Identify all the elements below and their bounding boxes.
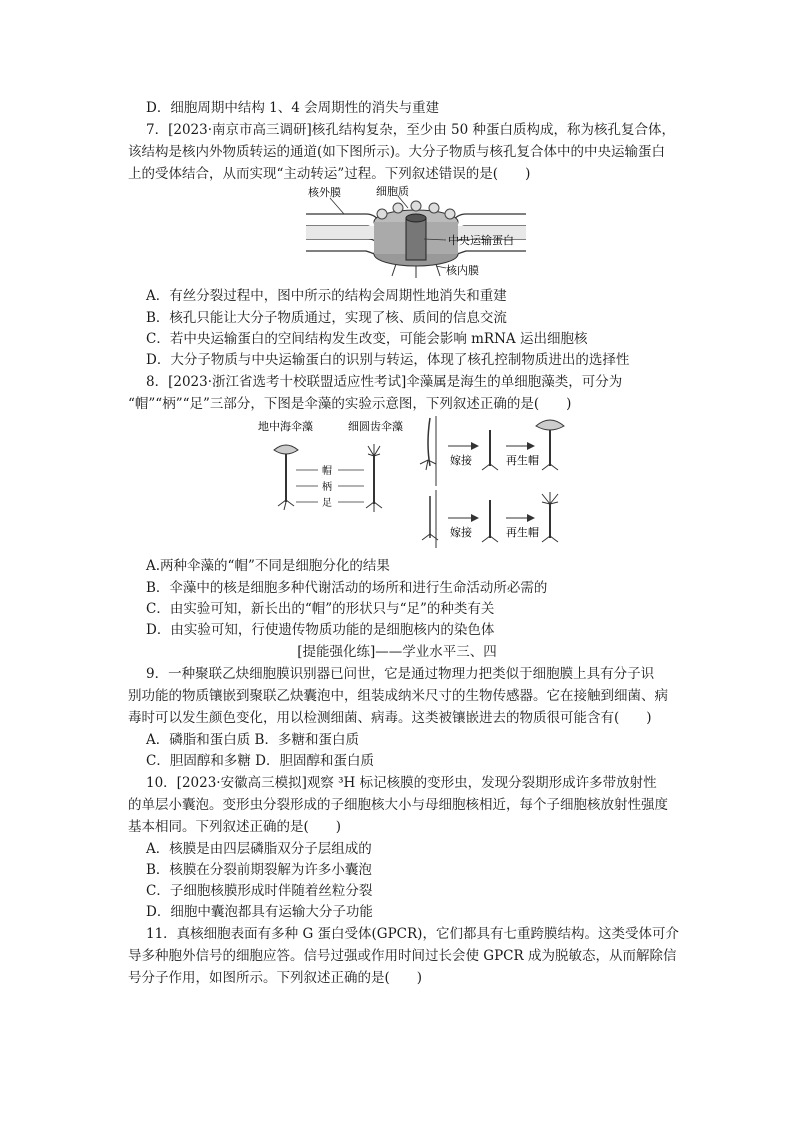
q11-stem-line2: 导多种胞外信号的细胞应答。信号过强或作用时间过长会使 GPCR 成为脱敏态，从而解除信 bbox=[128, 948, 677, 964]
label-regen-bottom: 再生帽 bbox=[506, 526, 539, 539]
q9-options-cd: C．胆固醇和多糖 D．胆固醇和蛋白质 bbox=[146, 753, 374, 769]
q11-stem-line3: 号分子作用，如图所示。下列叙述正确的是( ) bbox=[128, 970, 423, 986]
q7-option-d: D．大分子物质与中央运输蛋白的识别与转运，体现了核孔控制物质进出的选择性 bbox=[146, 352, 630, 368]
q9-stem-line1: 9．一种聚联乙炔细胞膜识别器已问世，它是通过物理力把类似于细胞膜上具有分子识 bbox=[146, 666, 655, 682]
q7-option-b: B．核孔只能让大分子物质通过，实现了核、质间的信息交流 bbox=[146, 310, 507, 326]
acetabularia-figure bbox=[256, 414, 586, 550]
q10-stem-line2: 的单层小囊泡。变形虫分裂形成的子细胞核大小与母细胞核相近，每个子细胞核放射性强度 bbox=[128, 797, 668, 813]
q11-stem-line1: 11．真核细胞表面有多种 G 蛋白受体(GPCR)，它们都具有七重跨膜结构。这类受体可介 bbox=[146, 926, 679, 942]
q10-option-d: D．细胞中囊泡都具有运输大分子功能 bbox=[146, 904, 373, 920]
q7-option-c: C．若中央运输蛋白的空间结构发生改变，可能会影响 mRNA 运出细胞核 bbox=[146, 331, 588, 347]
q7-stem-line1: 7．[2023·南京市高三调研]核孔结构复杂，至少由 50 种蛋白质构成，称为核孔复合体， bbox=[146, 122, 676, 138]
q8-option-b: B．伞藻中的核是细胞多种代谢活动的场所和进行生命活动所必需的 bbox=[146, 580, 548, 596]
q10-option-a: A．核膜是由四层磷脂双分子层组成的 bbox=[146, 841, 372, 857]
q8-option-d: D．由实验可知，行使遗传物质功能的是细胞核内的染色体 bbox=[146, 622, 495, 638]
q9-options-ab: A．磷脂和蛋白质 B．多糖和蛋白质 bbox=[146, 732, 359, 748]
label-regen-top: 再生帽 bbox=[506, 454, 539, 467]
q8-stem-line2: “帽”“柄”“足”三部分，下图是伞藻的实验示意图，下列叙述正确的是( ) bbox=[128, 396, 572, 412]
q7-option-a: A．有丝分裂过程中，图中所示的结构会周期性地消失和重建 bbox=[146, 288, 507, 304]
q10-option-c: C．子细胞核膜形成时伴随着丝粒分裂 bbox=[146, 883, 373, 899]
label-crenulata: 细圆齿伞藻 bbox=[348, 420, 403, 433]
label-cap: 帽 bbox=[322, 466, 332, 477]
label-inner-membrane: 核内膜 bbox=[446, 264, 479, 277]
q9-stem-line3: 毒时可以发生颜色变化，用以检测细菌、病毒。这类被镶嵌进去的物质很可能含有( ) bbox=[128, 710, 652, 726]
label-cytoplasm: 细胞质 bbox=[376, 185, 409, 198]
q9-stem-line2: 别功能的物质镶嵌到聚联乙炔囊泡中，组装成纳米尺寸的生物传感器。它在接触到细菌、病 bbox=[128, 688, 668, 704]
section-heading: [提能强化练]——学业水平三、四 bbox=[297, 644, 497, 660]
label-outer-membrane: 核外膜 bbox=[308, 186, 341, 199]
label-foot: 足 bbox=[322, 498, 332, 509]
label-mediterranea: 地中海伞藻 bbox=[258, 420, 313, 433]
q7-stem-line3: 上的受体结合，从而实现“主动转运”过程。下列叙述错误的是( ) bbox=[128, 166, 531, 182]
q6-option-d: D．细胞周期中结构 1、4 会周期性的消失与重建 bbox=[146, 100, 440, 116]
q10-stem-line3: 基本相同。下列叙述正确的是( ) bbox=[128, 819, 342, 835]
nuclear-pore-figure bbox=[296, 184, 536, 280]
q10-stem-line1: 10．[2023·安徽高三模拟]观察 ³H 标记核膜的变形虫，发现分裂期形成许多带放射性 bbox=[146, 775, 657, 791]
label-stalk: 柄 bbox=[322, 482, 332, 493]
q8-stem-line1: 8．[2023·浙江省选考十校联盟适应性考试]伞藻属是海生的单细胞藻类，可分为 bbox=[146, 374, 623, 390]
label-graft-top: 嫁接 bbox=[450, 454, 472, 467]
q10-option-b: B．核膜在分裂前期裂解为许多小囊泡 bbox=[146, 862, 372, 878]
q8-option-a: A.两种伞藻的“帽”不同是细胞分化的结果 bbox=[146, 558, 390, 574]
q7-stem-line2: 该结构是核内外物质转运的通道(如下图所示)。大分子物质与核孔复合体中的中央运输蛋白 bbox=[128, 144, 666, 160]
label-central-transporter: 中央运输蛋白 bbox=[448, 234, 514, 247]
q8-option-c: C．由实验可知，新长出的“帽”的形状只与“足”的种类有关 bbox=[146, 601, 495, 617]
label-graft-bottom: 嫁接 bbox=[450, 526, 472, 539]
